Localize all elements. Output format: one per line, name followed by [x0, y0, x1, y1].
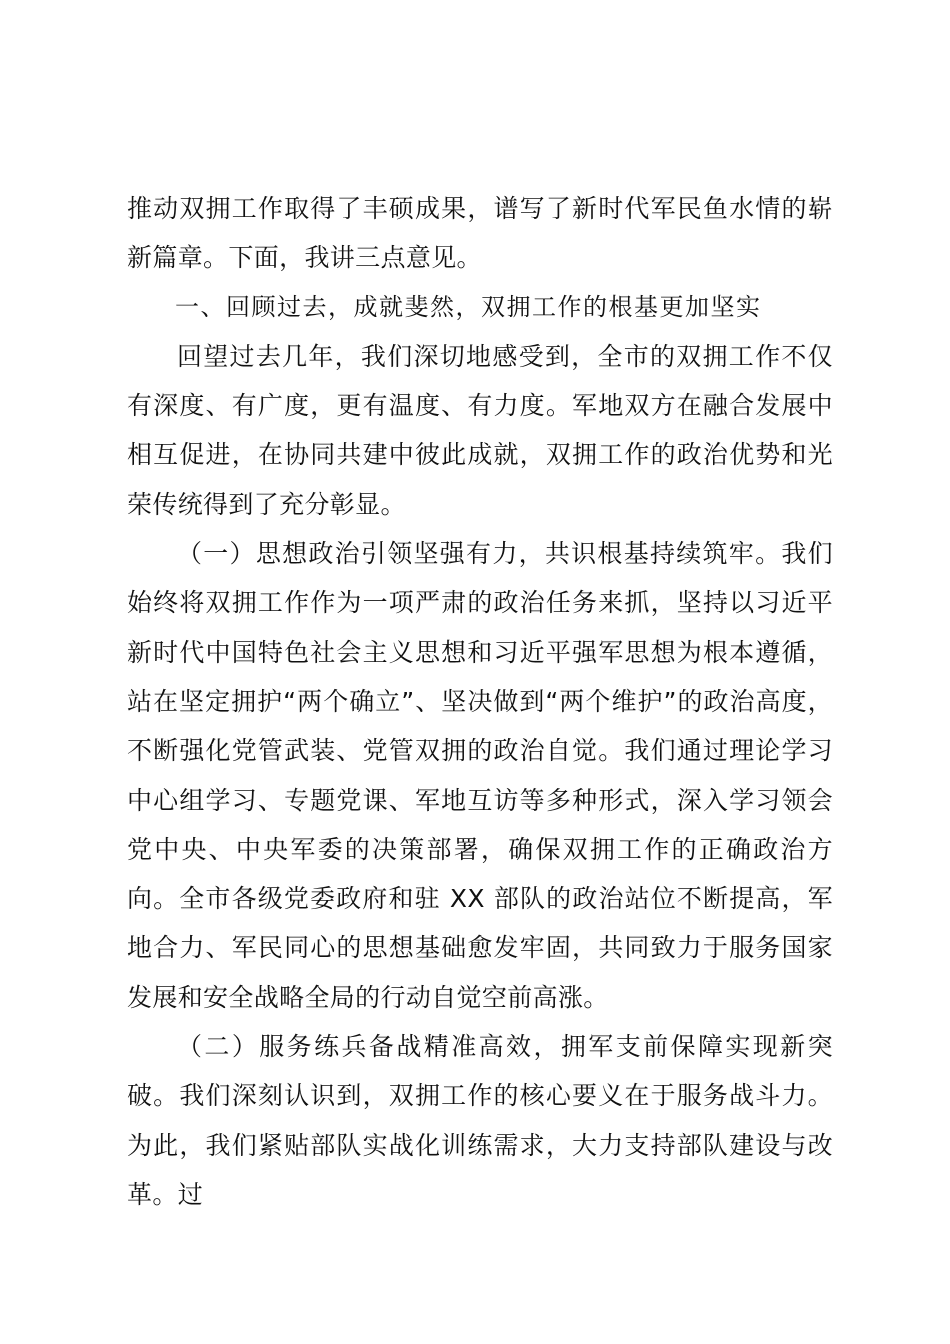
paragraph-review: 回望过去几年，我们深切地感受到，全市的双拥工作不仅有深度、有广度，更有温度、有力度。军地双方在融合发展中相互促进，在协同共建中彼此成就，双拥工作的政治优势和光荣传统得到了充分彰显。	[127, 341, 833, 519]
paragraph-point-one: （一）思想政治引领坚强有力，共识根基持续筑牢。我们始终将双拥工作作为一项严肃的政治任务来抓，坚持以习近平新时代中国特色社会主义思想和习近平强军思想为根本遵循，站在坚定拥护“两个确立”、坚决做到“两个维护”的政治高度，不断强化党管武装、党管双拥的政治自觉。我们通过理论学习中心组学习、专题党课、军地互访等多种形式，深入学习领会党中央、中央军委的决策部署，确保双拥工作的正确政治方向。全市各级党委政府和驻 XX 部队的政治站位不断提高，军地合力、军民同心的思想基础愈发牢固，共同致力于服务国家发展和安全战略全局的行动自觉空前高涨。	[127, 539, 833, 1012]
paragraph-continuation: 推动双拥工作取得了丰硕成果，谱写了新时代军民鱼水情的崭新篇章。下面，我讲三点意见。	[127, 194, 833, 273]
document-body	[127, 184, 833, 1219]
section-heading: 一、回顾过去，成就斐然，双拥工作的根基更加坚实	[175, 292, 762, 321]
paragraph-point-two: （二）服务练兵备战精准高效，拥军支前保障实现新突破。我们深刻认识到，双拥工作的核心要义在于服务战斗力。为此，我们紧贴部队实战化训练需求，大力支持部队建设与改革。过	[127, 1032, 833, 1209]
